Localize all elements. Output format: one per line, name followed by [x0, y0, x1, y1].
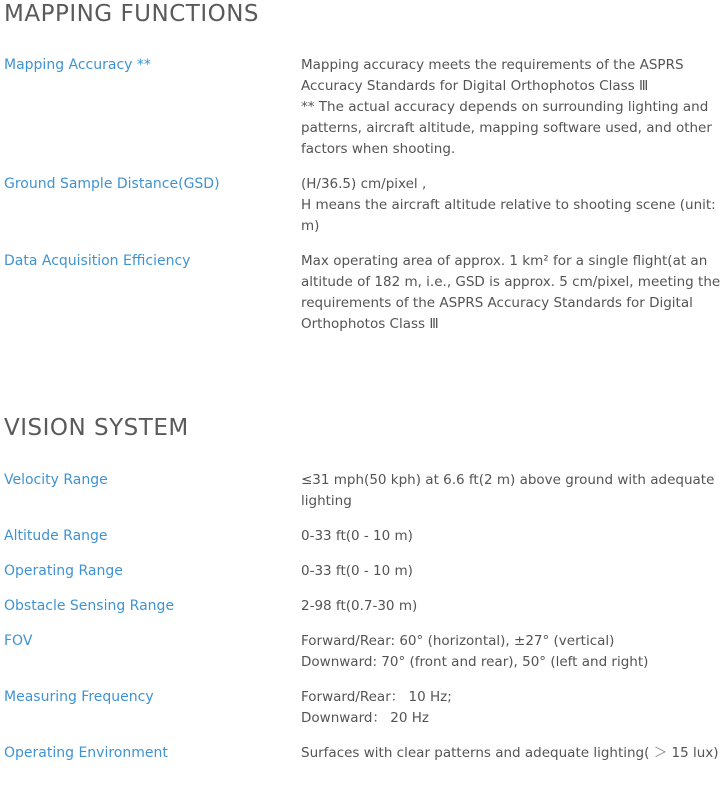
- spec-value-line: ≤31 mph(50 kph) at 6.6 ft(2 m) above ground with adequate: [301, 472, 715, 488]
- spec-label[interactable]: FOV: [4, 633, 33, 649]
- spec-value: [301, 526, 719, 547]
- spec-label[interactable]: Velocity Range: [4, 472, 108, 488]
- spec-value: [301, 596, 719, 617]
- spec-value: [301, 687, 719, 729]
- spec-value: [301, 174, 719, 237]
- spec-value: [301, 55, 719, 160]
- spec-label[interactable]: Ground Sample Distance(GSD): [4, 176, 220, 192]
- spec-value: [301, 251, 719, 335]
- spec-value-line: 0-33 ft(0 - 10 m): [301, 563, 413, 579]
- spec-value: [301, 743, 719, 764]
- spec-value-line: ** The actual accuracy depends on surrounding lighting and: [301, 99, 709, 115]
- spec-label[interactable]: Altitude Range: [4, 528, 108, 544]
- spec-value-line: lighting: [301, 493, 352, 509]
- spec-label[interactable]: Data Acquisition Efficiency: [4, 253, 191, 269]
- spec-value-line: 2-98 ft(0.7-30 m): [301, 598, 418, 614]
- spec-value-line: Max operating area of approx. 1 km² for a single flight(at an: [301, 253, 708, 269]
- spec-value-line: patterns, aircraft altitude, mapping software used, and other: [301, 120, 712, 136]
- spec-value-line: Orthophotos Class Ⅲ: [301, 316, 439, 332]
- spec-value-line: altitude of 182 m, i.e., GSD is approx. 5 cm/pixel, meeting the: [301, 274, 721, 290]
- section-title-mapping-functions: MAPPING FUNCTIONS: [4, 1, 260, 27]
- spec-value: [301, 631, 719, 673]
- spec-value-line: Surfaces with clear patterns and adequate lighting( ＞ 15 lux): [301, 745, 719, 761]
- section-title-vision-system: VISION SYSTEM: [4, 415, 189, 441]
- spec-value-line: m): [301, 218, 320, 234]
- spec-value: [301, 470, 719, 512]
- spec-label[interactable]: Operating Environment: [4, 745, 168, 761]
- spec-value-line: (H/36.5) cm/pixel ,: [301, 176, 427, 192]
- spec-label[interactable]: Obstacle Sensing Range: [4, 598, 175, 614]
- spec-value-line: Forward/Rear: 60° (horizontal), ±27° (vertical): [301, 633, 615, 649]
- spec-value-line: Downward: 70° (front and rear), 50° (left and right): [301, 654, 649, 670]
- spec-label[interactable]: Operating Range: [4, 563, 123, 579]
- spec-value: [301, 561, 719, 582]
- spec-value-line: Forward/Rear： 10 Hz;: [301, 689, 452, 705]
- spec-value-line: Downward： 20 Hz: [301, 710, 429, 726]
- spec-value-line: Mapping accuracy meets the requirements of the ASPRS: [301, 57, 684, 73]
- spec-value-line: H means the aircraft altitude relative to shooting scene (unit:: [301, 197, 716, 213]
- spec-label[interactable]: Mapping Accuracy **: [4, 57, 151, 73]
- spec-label[interactable]: Measuring Frequency: [4, 689, 154, 705]
- spec-value-line: requirements of the ASPRS Accuracy Standards for Digital: [301, 295, 693, 311]
- spec-value-line: Accuracy Standards for Digital Orthophotos Class Ⅲ: [301, 78, 649, 94]
- spec-value-line: factors when shooting.: [301, 141, 456, 157]
- spec-value-line: 0-33 ft(0 - 10 m): [301, 528, 413, 544]
